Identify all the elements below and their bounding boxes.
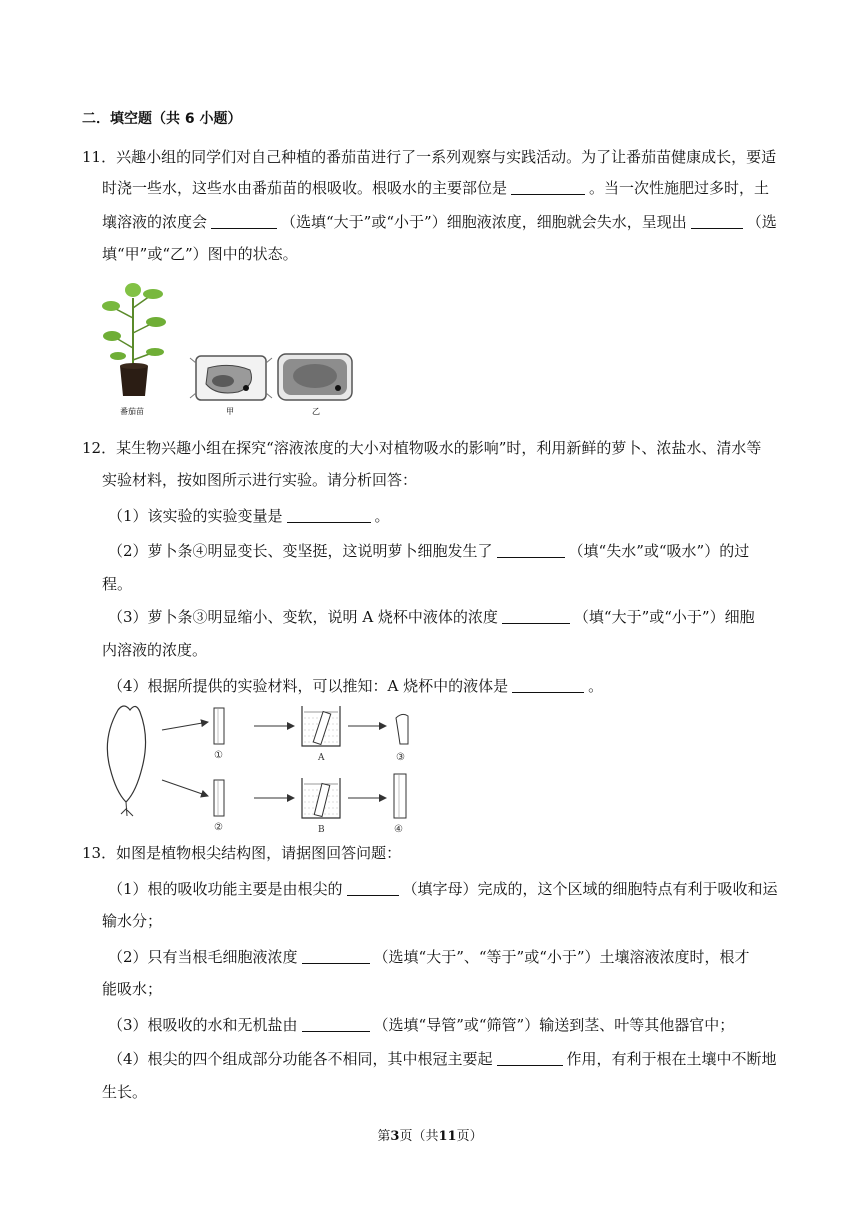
label-beaker-b: B: [318, 825, 325, 835]
q12-line2: 实验材料，按如图所示进行实验。请分析回答：: [102, 471, 418, 489]
q13-line1: 13．如图是植物根尖结构图，请据图回答问题：: [82, 844, 402, 862]
label-strip-3: ③: [396, 752, 405, 763]
q13-part2-cont: 能吸水；: [102, 980, 163, 998]
radish-strip-2: [214, 780, 224, 816]
q12-part3-cont: 内溶液的浓度。: [102, 641, 208, 659]
fig-label-jia: 甲: [226, 407, 234, 416]
q12-figure: [96, 698, 426, 838]
q12-line1: 12．某生物兴趣小组在探究“溶液浓度的大小对植物吸水的影响”时，利用新鲜的萝卜、浓盐水、清水等: [82, 439, 762, 457]
fig-label-yi: 乙: [312, 407, 320, 416]
label-strip-2: ②: [214, 822, 223, 833]
q13-blank-3[interactable]: [302, 1016, 370, 1032]
q13-part4: （4）根尖的四个组成部分功能各不相同，其中根冠主要起 作用，有利于根在土壤中不断地: [108, 1050, 777, 1068]
q11-line2: 时浇一些水，这些水由番茄苗的根吸收。根吸水的主要部位是 。当一次性施肥过多时，土: [102, 179, 770, 197]
label-beaker-a: A: [318, 753, 325, 763]
arrow-radish-to-strip2: [162, 780, 208, 796]
q13-part1-cont: 输水分；: [102, 912, 163, 930]
q12-part4: （4）根据所提供的实验材料，可以推知：A 烧杯中的液体是 。: [108, 677, 604, 695]
cell-jia-illustration: [190, 356, 272, 400]
q13-part1: （1）根的吸收功能主要是由根尖的 （填字母）完成的，这个区域的细胞特点有利于吸收和运: [108, 880, 778, 898]
q13-blank-2[interactable]: [302, 948, 370, 964]
q12-blank-3[interactable]: [502, 608, 570, 624]
tomato-seedling-illustration: [102, 283, 166, 396]
q11-figure: [98, 278, 364, 418]
beaker-a-illustration: [302, 706, 340, 746]
q12-blank-2[interactable]: [497, 542, 565, 558]
total-page-count: 11: [438, 1129, 457, 1144]
q11-line4: 填“甲”或“乙”）图中的状态。: [102, 245, 298, 263]
fig-label-tomato: 番茄苗: [120, 407, 144, 416]
q13-part3: （3）根吸收的水和无机盐由 （选填“导管”或“筛管”）输送到茎、叶等其他器官中；: [108, 1016, 735, 1034]
section-title: 二．填空题（共 6 小题）: [82, 111, 242, 127]
page-footer: 第3页（共11页）: [377, 1129, 483, 1144]
q13-blank-1[interactable]: [347, 880, 399, 896]
radish-strip-4: [394, 774, 406, 818]
label-strip-4: ④: [394, 824, 403, 835]
q12-part3: （3）萝卜条③明显缩小、变软，说明 A 烧杯中液体的浓度 （填“大于”或“小于”）细胞: [108, 608, 755, 626]
q11-blank-3[interactable]: [691, 213, 743, 229]
radish-illustration: [107, 706, 145, 816]
beaker-b-illustration: [302, 778, 340, 818]
radish-strip-3: [396, 714, 408, 744]
q12-part2: （2）萝卜条④明显变长、变坚挺，这说明萝卜细胞发生了 （填“失水”或“吸水”）的过: [108, 542, 750, 560]
q12-blank-1[interactable]: [287, 507, 371, 523]
q11-blank-2[interactable]: [211, 213, 277, 229]
cell-yi-illustration: [278, 354, 352, 400]
q11-blank-1[interactable]: [511, 179, 585, 195]
q13-part4-cont: 生长。: [102, 1083, 148, 1101]
q11-line1: 11．兴趣小组的同学们对自己种植的番茄苗进行了一系列观察与实践活动。为了让番茄苗健康成长，要适: [82, 148, 777, 166]
q12-part2-cont: 程。: [102, 575, 133, 593]
q13-blank-4[interactable]: [497, 1050, 563, 1066]
radish-strip-1: [214, 708, 224, 744]
label-strip-1: ①: [214, 750, 223, 761]
q11-line3: 壤溶液的浓度会 （选填“大于”或“小于”）细胞液浓度，细胞就会失水，呈现出 （选: [102, 213, 777, 231]
q13-part2: （2）只有当根毛细胞液浓度 （选填“大于”、“等于”或“小于”）土壤溶液浓度时，根才: [108, 948, 750, 966]
q12-part1: （1）该实验的实验变量是 。: [108, 507, 390, 525]
current-page-number: 3: [390, 1129, 400, 1144]
arrow-radish-to-strip1: [162, 722, 208, 730]
q12-blank-4[interactable]: [512, 677, 584, 693]
